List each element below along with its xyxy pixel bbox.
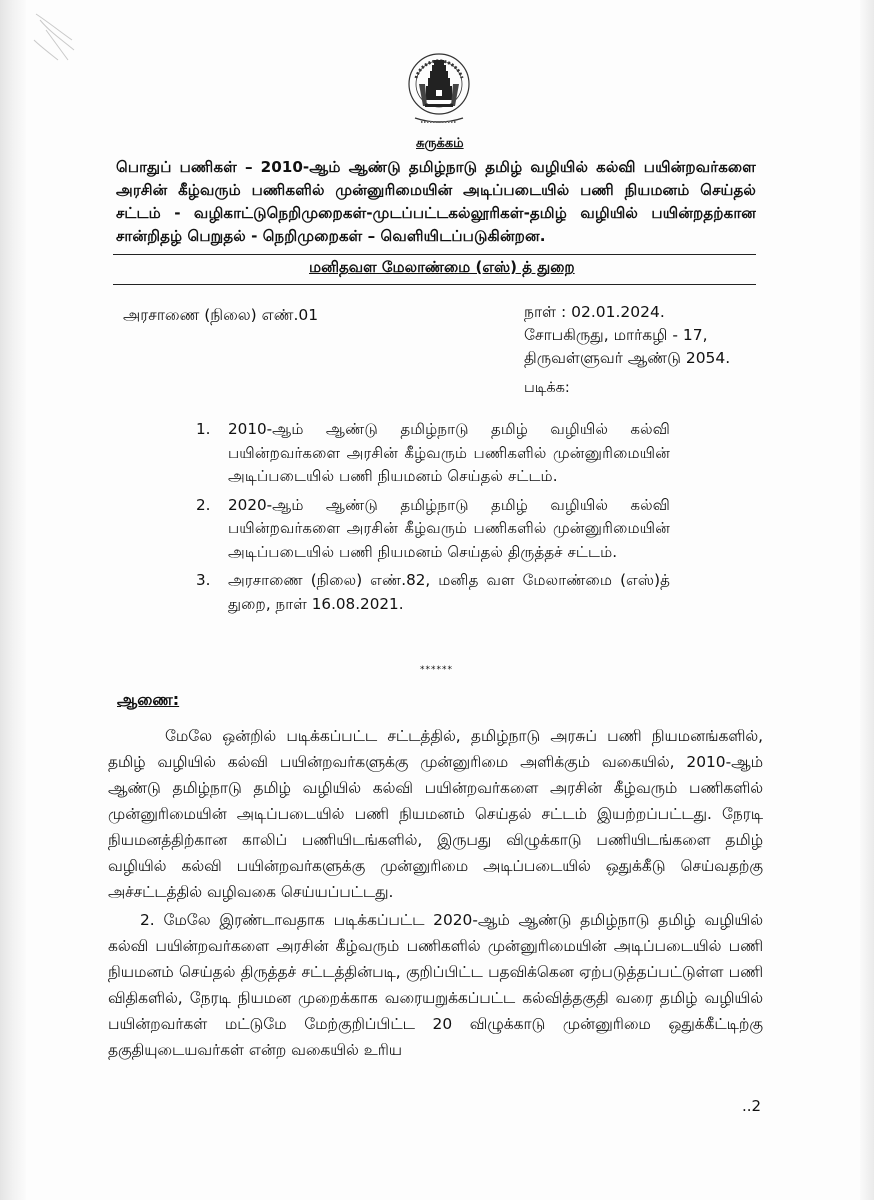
order-number: அரசாணை (நிலை) எண்.01 [123, 306, 319, 324]
reference-number: 1. [196, 420, 211, 438]
page-continuation: ..2 [742, 1097, 762, 1115]
separator: ****** [420, 665, 453, 675]
department-name: மனிதவள மேலாண்மை (எஸ்) த் துறை [309, 258, 575, 276]
tamil-calendar-date: சோபகிருது, மார்கழி - 17, [524, 326, 708, 344]
margin-scribble [28, 10, 84, 80]
tamil-nadu-emblem-icon [407, 48, 471, 132]
page-edge-shadow [860, 0, 874, 1200]
paragraph-2: 2. மேலே இரண்டாவதாக படிக்கப்பட்ட 2020-ஆம் ஆண்டு தமிழ்நாடு தமிழ் வழியில் கல்வி பயின்றவர்களை அரசின் கீழ்வரும் பணிகளில் முன்னுரிமையின் அடிப்படையில் பணி நியமனம் செய்தல் திருத்தச் சட்டத்தின்படி, குறிப்பிட்ட பதவிக்கென ஏற்படுத்தப்பட்டுள்ள பணி விதிகளில், நேரடி நியமன முறைக்காக வரையறுக்கப்பட்ட கல்வித்தகுதி வரை தமிழ் வழியில் பயின்றவர்கள் மட்டுமே மேற்குறிப்பிட்ட 20 விழுக்காடு முன்னுரிமை ஒதுக்கீட்டிற்கு தகுதியுடையவர்கள் என்ற வகையில் உரிய [108, 911, 763, 1059]
list-item [196, 569, 670, 616]
subject-heading: சுருக்கம் [416, 136, 464, 151]
divider-bottom [113, 284, 756, 285]
reference-number: 3. [196, 571, 211, 589]
paragraph-1: மேலே ஒன்றில் படிக்கப்பட்ட சட்டத்தில், தமிழ்நாடு அரசுப் பணி நியமனங்களில், தமிழ் வழியில் கல்வி பயின்றவர்களுக்கு முன்னுரிமை அளிக்கும் வகையில், 2010-ஆம் ஆண்டு தமிழ்நாடு தமிழ் வழியில் கல்வி பயின்றவர்களை அரசின் கீழ்வரும் பணிகளில் முன்னுரிமையின் அடிப்படையில் பணி நியமனம் செய்தல் சட்டம் இயற்றப்பட்டது. நேரடி நியமனத்திற்கான காலிப் பணியிடங்களில், இருபது விழுக்காடு பணியிடங்களை தமிழ் வழியில் கல்வி பயின்றவர்களுக்கு முன்னுரிமை அடிப்படையில் ஒதுக்கீடு செய்வதற்கு அச்சட்டத்தில் வழிவகை செய்யப்பட்டது. [108, 727, 763, 901]
page-fold-shadow [0, 0, 26, 1200]
order-heading: ஆணை: [117, 690, 180, 709]
divider-top [113, 254, 756, 255]
reference-list [196, 418, 670, 621]
subject-text: பொதுப் பணிகள் – 2010-ஆம் ஆண்டு தமிழ்நாடு தமிழ் வழியில் கல்வி பயின்றவர்களை அரசின் கீழ்வரும் பணிகளில் முன்னுரிமையின் அடிப்படையில் பணி நியமனம் செய்தல் சட்டம் - வழிகாட்டுநெறிமுறைகள்-முடப்பட்டகல்லூரிகள்-தமிழ் வழியில் பயின்றதற்கான சான்றிதழ் பெறுதல் - நெறிமுறைகள் – வெளியிடப்படுகின்றன. [116, 158, 756, 245]
reference-number: 2. [196, 495, 211, 514]
order-date: நாள் : 02.01.2024. [524, 303, 665, 321]
reference-text: 2020-ஆம் ஆண்டு தமிழ்நாடு தமிழ் வழியில் கல்வி பயின்றவர்களை அரசின் கீழ்வரும் பணிகளில் முன்னுரிமையின் அடிப்படையில் பணி நியமனம் செய்தல் திருத்தச் சட்டம். [228, 495, 670, 561]
thiruvalluvar-year: திருவள்ளுவர் ஆண்டு 2054. [524, 349, 731, 367]
read-heading: படிக்க: [524, 380, 570, 396]
list-item [196, 494, 670, 565]
reference-text: 2010-ஆம் ஆண்டு தமிழ்நாடு தமிழ் வழியில் கல்வி பயின்றவர்களை அரசின் கீழ்வரும் பணிகளில் முன்னுரிமையின் அடிப்படையில் பணி நியமனம் செய்தல் சட்டம். [228, 420, 670, 485]
reference-text: அரசாணை (நிலை) எண்.82, மனித வள மேலாண்மை (எஸ்)த் துறை, நாள் 16.08.2021. [228, 571, 670, 613]
list-item [196, 418, 670, 489]
